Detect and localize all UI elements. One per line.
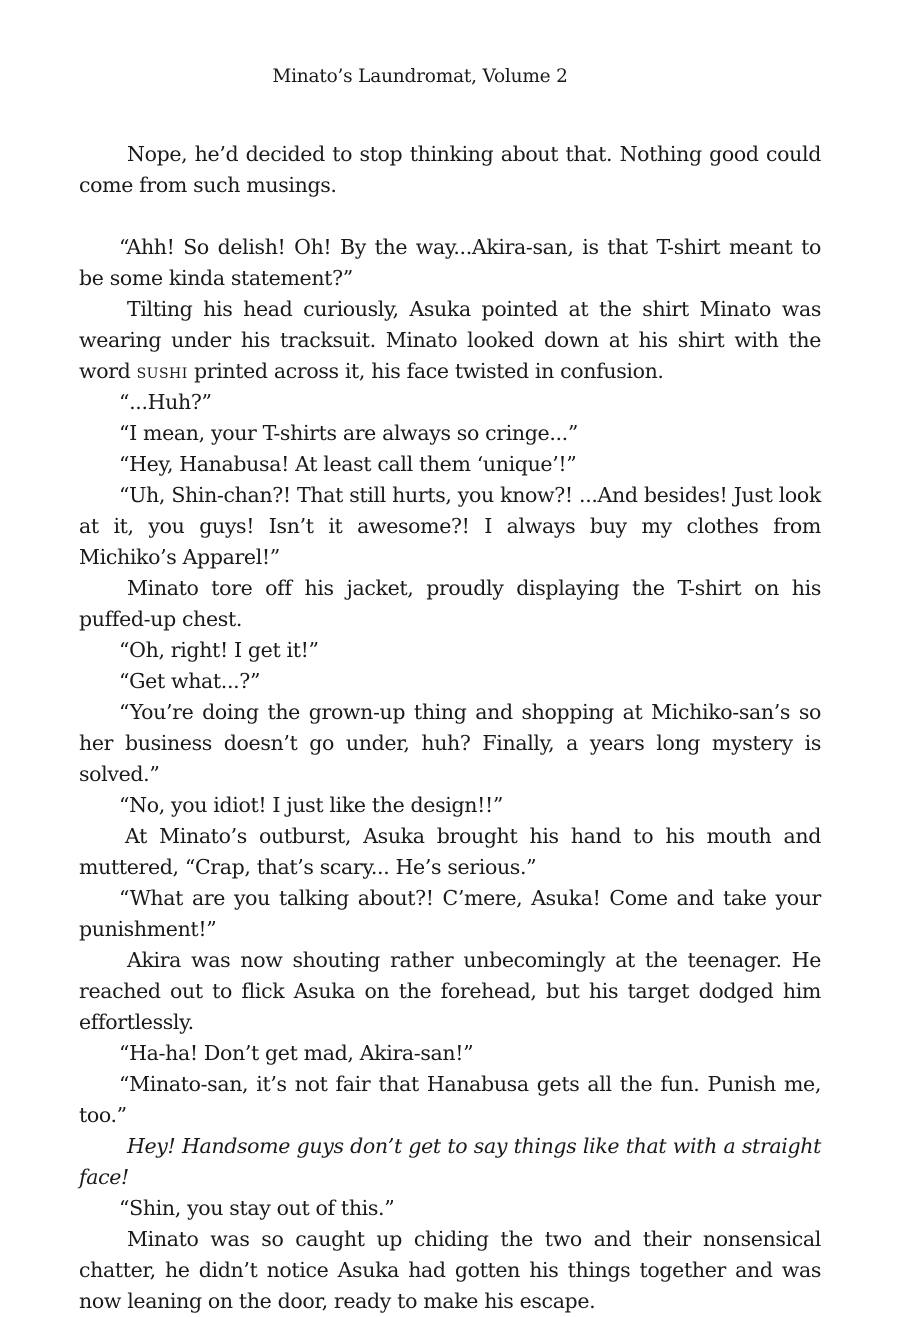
paragraph: “Oh, right! I get it!” [119, 638, 319, 662]
paragraph: “No, you idiot! I just like the design!!” [119, 793, 503, 817]
paragraph: “Shin, you stay out of this.” [119, 1196, 395, 1220]
paragraph: “Uh, Shin-chan?! That still hurts, you know?! ...And besides! Just look at it, you guys! Isn’t it awesome?! I always buy my clothes from Michiko’s Apparel!” [79, 483, 821, 569]
paragraph: Akira was now shouting rather unbecomingly at the teenager. He reached out to flick Asuka on the forehead, but his target dodged him effortlessly. [79, 948, 821, 1034]
paragraph: “You’re doing the grown-up thing and shopping at Michiko-san’s so her business doesn’t go under, huh? Finally, a years long mystery is solved.” [79, 700, 821, 786]
paragraph-text: At Minato’s outburst, Asuka brought his hand to his mouth and muttered, “Crap, that’s scary... He’s serious.” [79, 824, 821, 879]
paragraph: “...Huh?” [119, 390, 212, 414]
paragraph: “Ahh! So delish! Oh! By the way...Akira-san, is that T-shirt meant to be some kinda statement?” [79, 235, 821, 290]
running-header: Minato’s Laundromat, Volume 2 [272, 66, 568, 87]
paragraph: “Ha-ha! Don’t get mad, Akira-san!” [119, 1041, 474, 1065]
paragraph: “Get what...?” [119, 669, 261, 693]
paragraph: Minato tore off his jacket, proudly displaying the T-shirt on his puffed-up chest. [79, 576, 821, 631]
paragraph-text: printed across it, his face twisted in confusion. [187, 359, 664, 383]
paragraph: “Hey, Hanabusa! At least call them ‘unique’!” [119, 452, 577, 476]
paragraph: “Minato-san, it’s not fair that Hanabusa gets all the fun. Punish me, too.” [79, 1072, 821, 1127]
body-text [79, 139, 821, 1317]
paragraph: “What are you talking about?! C’mere, Asuka! Come and take your punishment!” [79, 886, 821, 941]
paragraph [79, 821, 821, 883]
inner-thought: Hey! Handsome guys don’t get to say things like that with a straight face! [79, 1134, 821, 1189]
paragraph: Nope, he’d decided to stop thinking about that. Nothing good could come from such musings. [79, 142, 821, 197]
scene-break [79, 201, 821, 232]
paragraph-text: Tilting his head curiously, Asuka pointed at the shirt Minato was wearing under his tracksuit. Minato looked down at his shirt with the word [79, 297, 821, 383]
shirt-word: sushi [136, 359, 188, 383]
paragraph [79, 294, 821, 387]
paragraph: “I mean, your T-shirts are always so cringe...” [119, 421, 578, 445]
paragraph: Minato was so caught up chiding the two and their nonsensical chatter, he didn’t notice Asuka had gotten his things together and was now leaning on the door, ready to make his escape. [79, 1227, 821, 1313]
